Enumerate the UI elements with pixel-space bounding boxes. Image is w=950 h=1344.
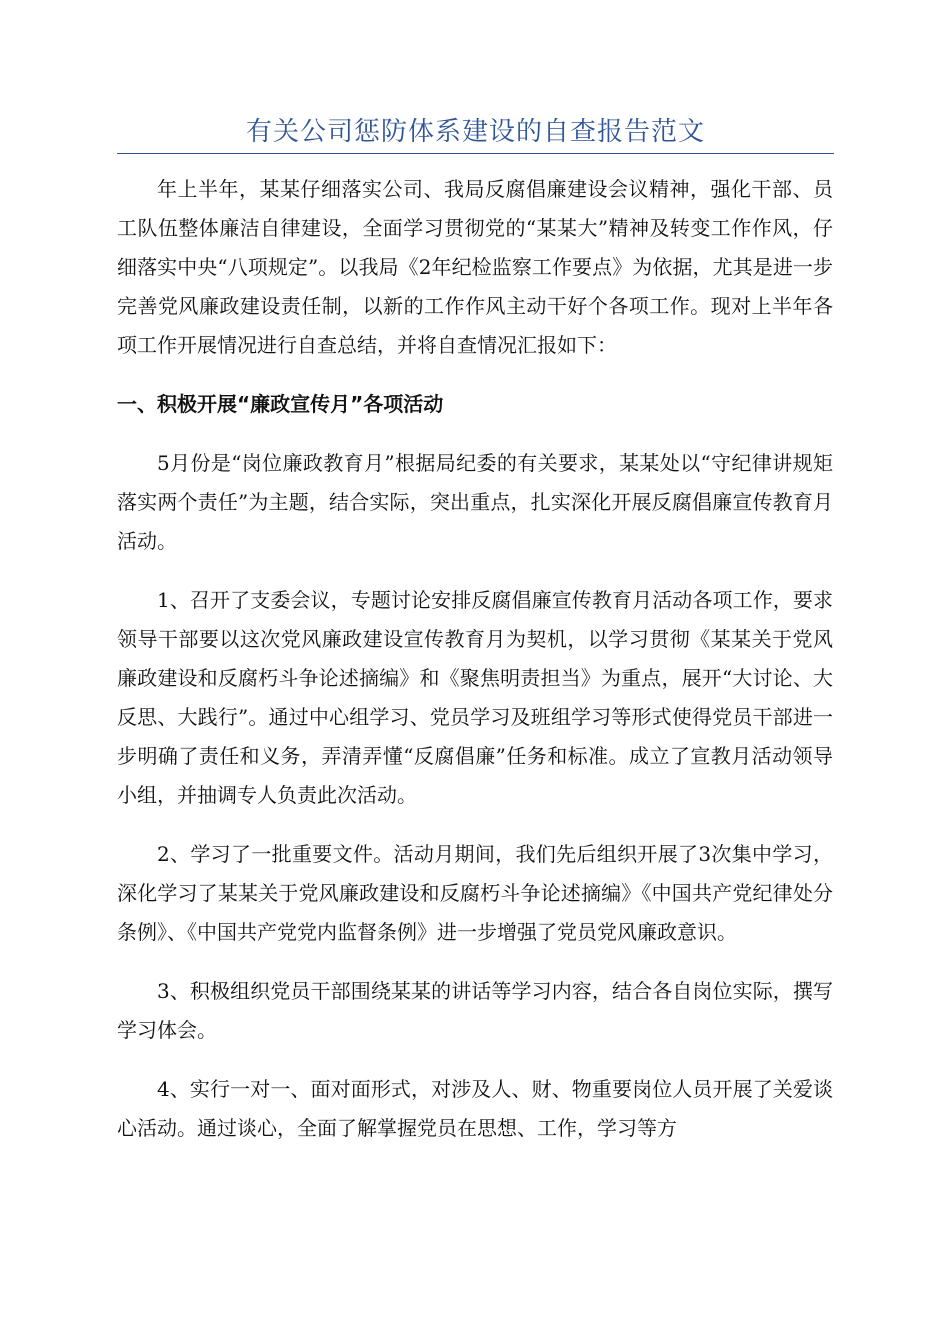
document-body [117, 170, 833, 1168]
intro-paragraph: 年上半年，某某仔细落实公司、我局反腐倡廉建设会议精神，强化干部、员工队伍整体廉洁自律建设，全面学习贯彻党的“某某大”精神及转变工作作风，仔细落实中央“八项规定”。以我局《2年纪检监察工作要点》为依据，尤其是进一步完善党风廉政建设责任制，以新的工作作风主动干好个各项工作。现对上半年各项工作开展情况进行自查总结，并将自查情况汇报如下： [117, 177, 833, 357]
section-1-lead-paragraph: 5月份是“岗位廉政教育月”根据局纪委的有关要求，某某处以“守纪律讲规矩落实两个责任”为主题，结合实际，突出重点，扎实深化开展反腐倡廉宣传教育月活动。 [117, 451, 833, 553]
section-1-item-4: 4、实行一对一、面对面形式，对涉及人、财、物重要岗位人员开展了关爱谈心活动。通过谈心，全面了解掌握党员在思想、工作，学习等方 [117, 1077, 833, 1140]
title-underline [117, 153, 834, 154]
document-title: 有关公司惩防体系建设的自查报告范文 [245, 117, 705, 147]
section-1-item-2: 2、学习了一批重要文件。活动月期间，我们先后组织开展了3次集中学习，深化学习了某某关于党风廉政建设和反腐朽斗争论述摘编》《中国共产党纪律处分条例》、《中国共产党党内监督条例》进一步增强了党员党风廉政意识。 [117, 842, 833, 944]
section-1-item-1: 1、召开了支委会议，专题讨论安排反腐倡廉宣传教育月活动各项工作，要求领导干部要以这次党风廉政建设宣传教育月为契机，以学习贯彻《某某关于党风廉政建设和反腐朽斗争论述摘编》和《聚焦明责担当》为重点，展开“大讨论、大反思、大践行”。通过中心组学习、党员学习及班组学习等形式使得党员干部进一步明确了责任和义务，弄清弄懂“反腐倡廉”任务和标准。成立了宣教月活动领导小组，并抽调专人负责此次活动。 [117, 588, 833, 807]
section-1-heading: 一、积极开展“廉政宣传月”各项活动 [117, 392, 444, 416]
section-1-item-3: 3、积极组织党员干部围绕某某的讲话等学习内容，结合各自岗位实际，撰写学习体会。 [117, 979, 833, 1042]
